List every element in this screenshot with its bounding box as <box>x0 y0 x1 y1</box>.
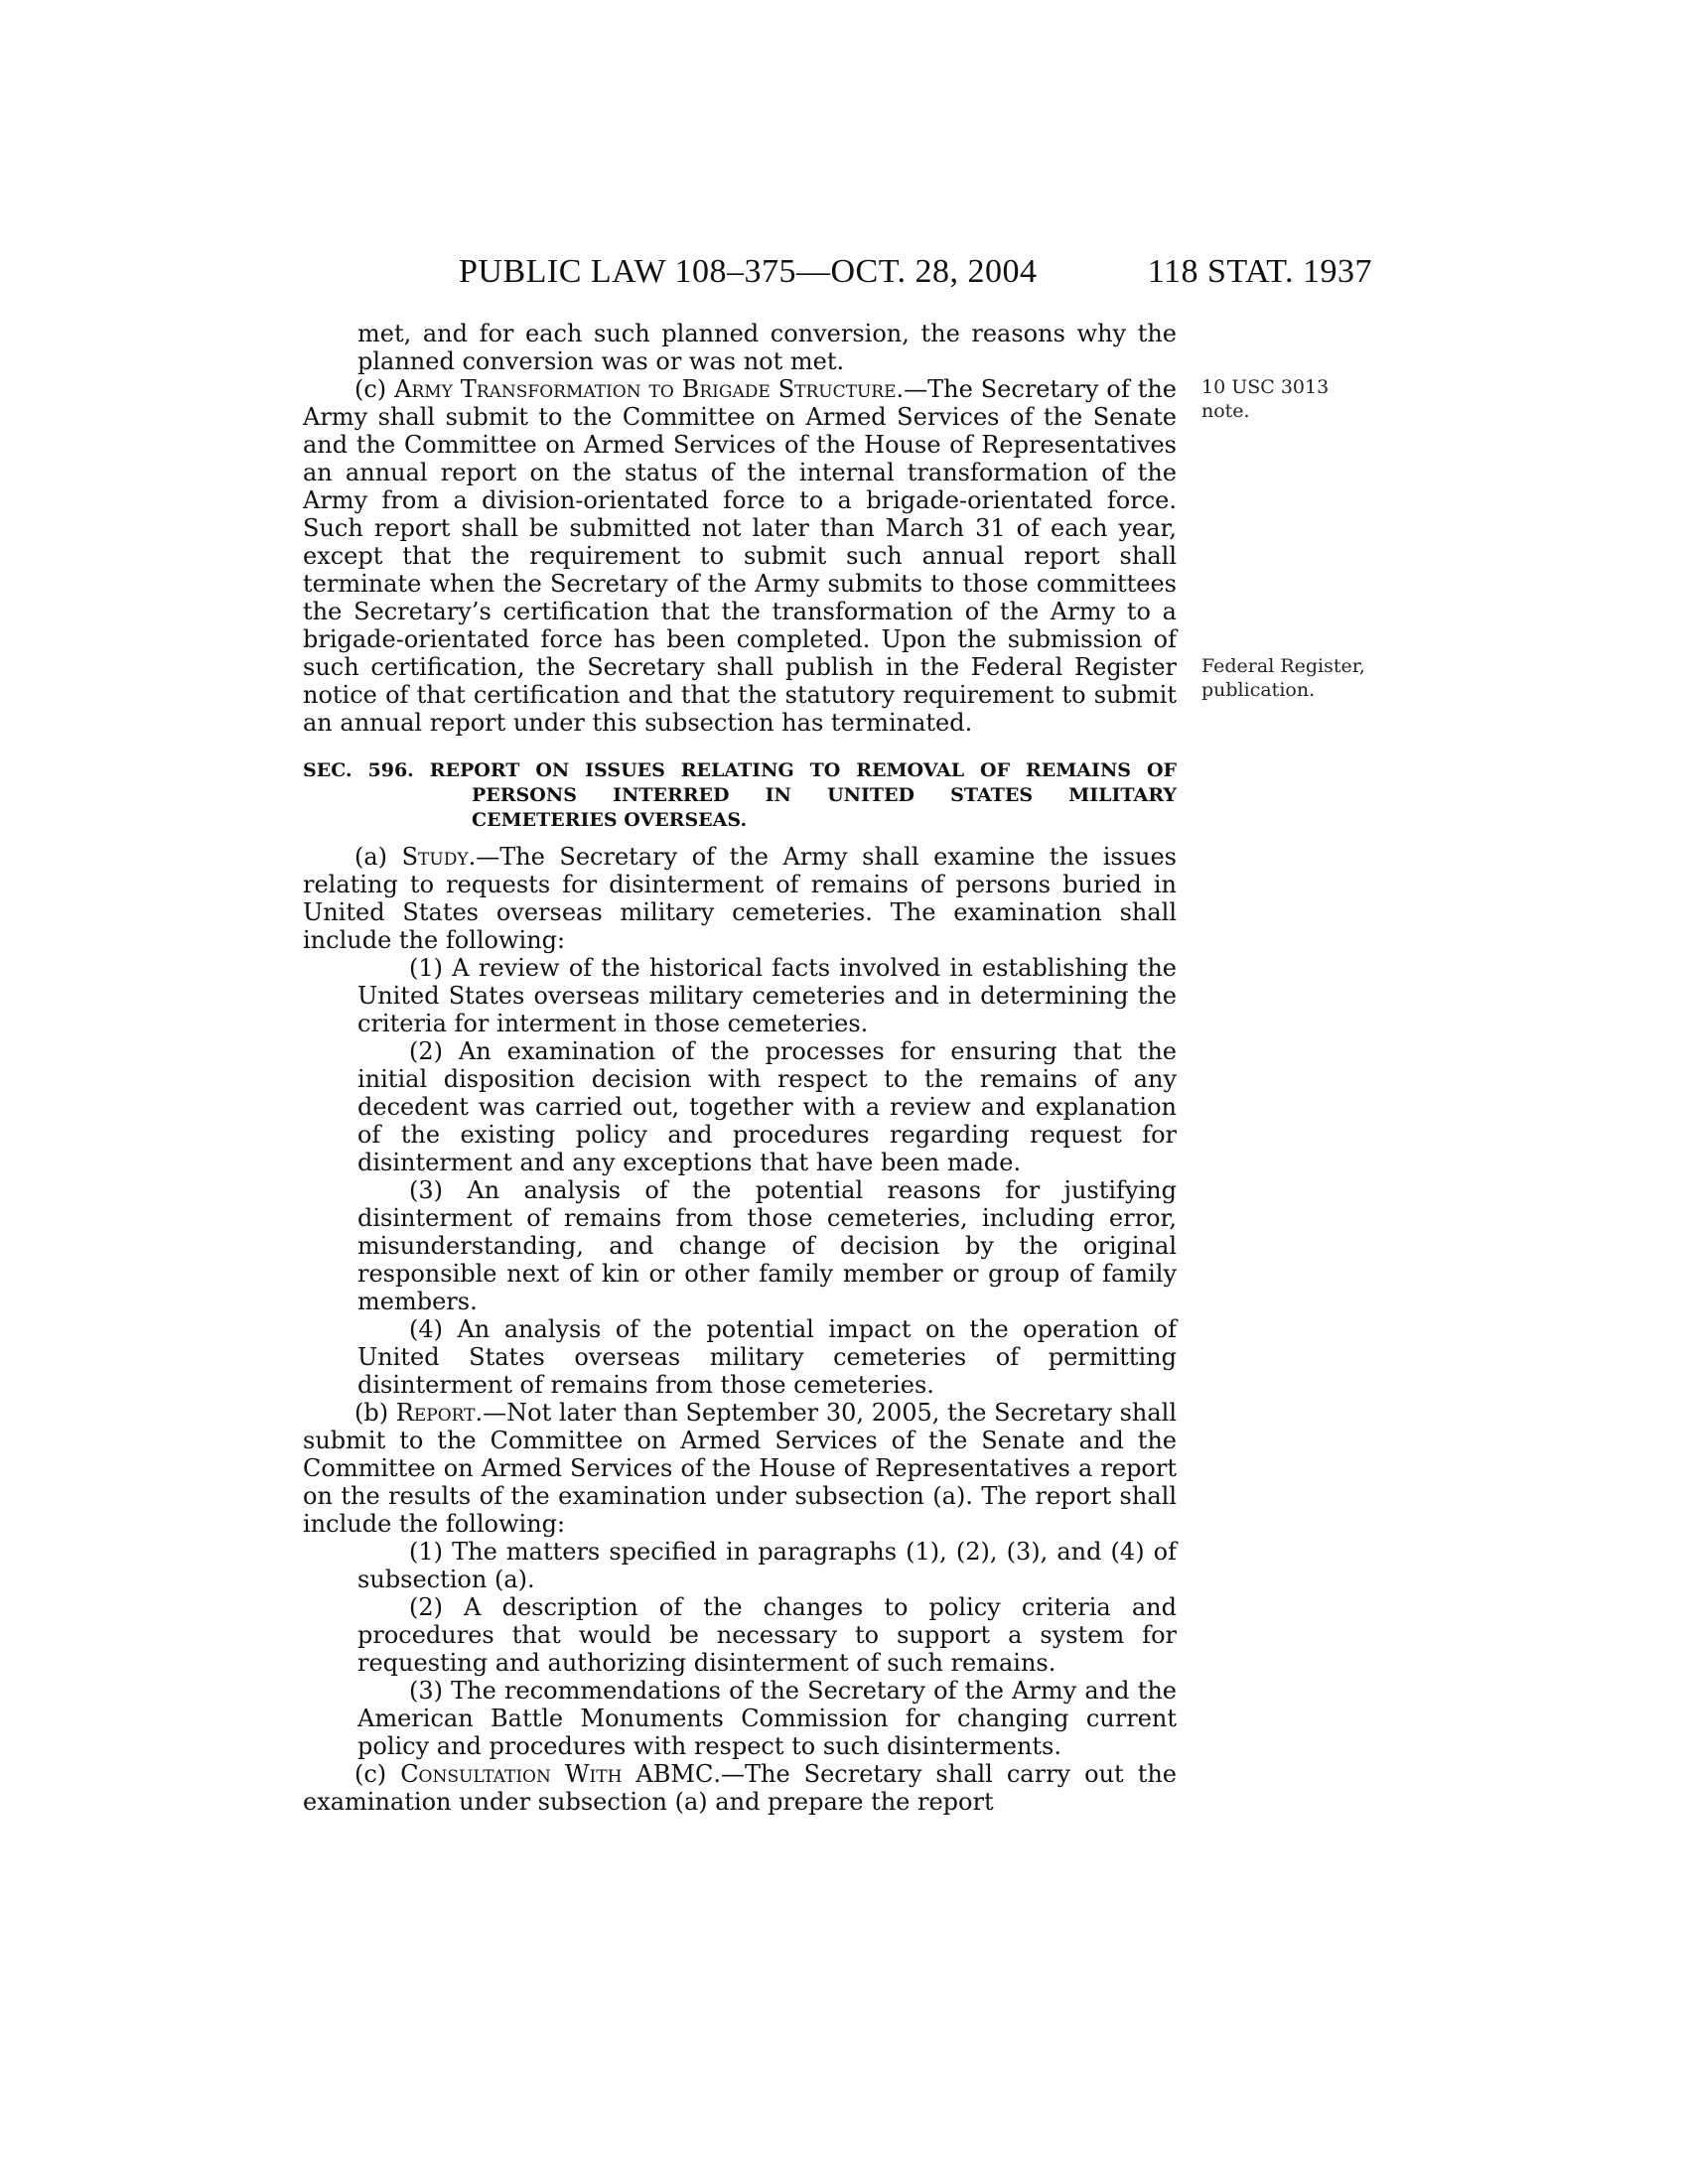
statute-page-number: 118 STAT. 1937 <box>1147 253 1372 290</box>
public-law-citation: PUBLIC LAW 108–375—OCT. 28, 2004 <box>459 253 1038 290</box>
subsection-c2-heading: Consultation With ABMC <box>400 1760 714 1788</box>
subsection-b-label: (b) <box>354 1399 396 1427</box>
paragraph-a-1: (1) A review of the historical facts involved in establishing the United States overseas military cemeteries and in determining the criteria for interment in those cemeteries. <box>357 954 1177 1037</box>
carryover-paragraph: met, and for each such planned conversion, the reasons why the planned conversion was or was not met. <box>357 320 1177 375</box>
subsection-a-study <box>303 843 1177 954</box>
subsection-c2-label: (c) <box>354 1760 401 1788</box>
section-596-heading: SEC. 596. REPORT ON ISSUES RELATING TO REMOVAL OF REMAINS OF PERSONS INTERRED IN UNITED STATES MILITARY CEMETERIES OVERSEAS. <box>303 759 1177 831</box>
paragraph-a-3: (3) An analysis of the potential reasons for justifying disinterment of remains from those cemeteries, including error, misunderstanding, and change of decision by the original responsible next of kin or other family member or group of family members. <box>357 1176 1177 1315</box>
subsection-a-heading: Study <box>401 843 469 871</box>
subsection-c-army-transformation <box>303 375 1177 737</box>
subsection-a-text: .—The Secretary of the Army shall examine the issues relating to requests for disinterment of remains of persons buried in United States overseas military cemeteries. The examination shall include the following: <box>303 843 1177 954</box>
margin-note-fed-line2: publication. <box>1201 679 1316 701</box>
statute-body <box>303 320 1177 1816</box>
subsection-c2-text: .—The Secretary shall carry out the examination under subsection (a) and prepare the report <box>303 1760 1177 1816</box>
margin-note-federal-register <box>1201 654 1365 702</box>
paragraph-b-1: (1) The matters specified in paragraphs (1), (2), (3), and (4) of subsection (a). <box>357 1538 1177 1593</box>
margin-note-usc-line2: note. <box>1201 400 1250 422</box>
subsection-c-text: .—The Secretary of the Army shall submit to the Committee on Armed Services of the Senate and the Committee on Armed Services of the House of Representatives an annual report on the status of the internal transformation of the Army from a division-orientated force to a brigade-orientated force. Such report shall be submitted not later than March 31 of each year, except that the requirement to submit such annual report shall terminate when the Secretary of the Army submits to those committees the Secretary’s certification that the transformation of the Army to a brigade-orientated force has been completed. Upon the submission of such certification, the Secretary shall publish in the Federal Register notice of that certification and that the statutory requirement to submit an annual report under this subsection has terminated. <box>303 375 1177 737</box>
subsection-b-text: .—Not later than September 30, 2005, the Secretary shall submit to the Committee on Armed Services of the Senate and the Committee on Armed Services of the House of Representatives a report on the results of the examination under subsection (a). The report shall include the following: <box>303 1399 1178 1538</box>
running-header <box>459 253 1372 293</box>
margin-note-fed-line1: Federal Register, <box>1201 655 1365 677</box>
margin-note-usc <box>1201 375 1329 423</box>
subsection-b-report <box>303 1399 1177 1538</box>
paragraph-a-2: (2) An examination of the processes for ensuring that the initial disposition decision with respect to the remains of any decedent was carried out, together with a review and explanation of the existing policy and procedures regarding request for disinterment and any exceptions that have been made. <box>357 1037 1177 1176</box>
subsection-c-label: (c) <box>354 375 395 403</box>
subsection-b-heading: Report <box>395 1399 476 1427</box>
margin-note-usc-line1: 10 USC 3013 <box>1201 376 1330 398</box>
paragraph-b-2: (2) A description of the changes to policy criteria and procedures that would be necessary to support a system for requesting and authorizing disinterment of such remains. <box>357 1593 1177 1677</box>
paragraph-b-3: (3) The recommendations of the Secretary of the Army and the American Battle Monuments Commission for changing current policy and procedures with respect to such disinterments. <box>357 1677 1177 1760</box>
paragraph-a-4: (4) An analysis of the potential impact on the operation of United States overseas military cemeteries of permitting disinterment of remains from those cemeteries. <box>357 1315 1177 1399</box>
subsection-a-label: (a) <box>354 843 402 871</box>
subsection-c-heading: Army Transformation to Brigade Structure <box>394 375 897 403</box>
subsection-c-consultation <box>303 1760 1177 1816</box>
